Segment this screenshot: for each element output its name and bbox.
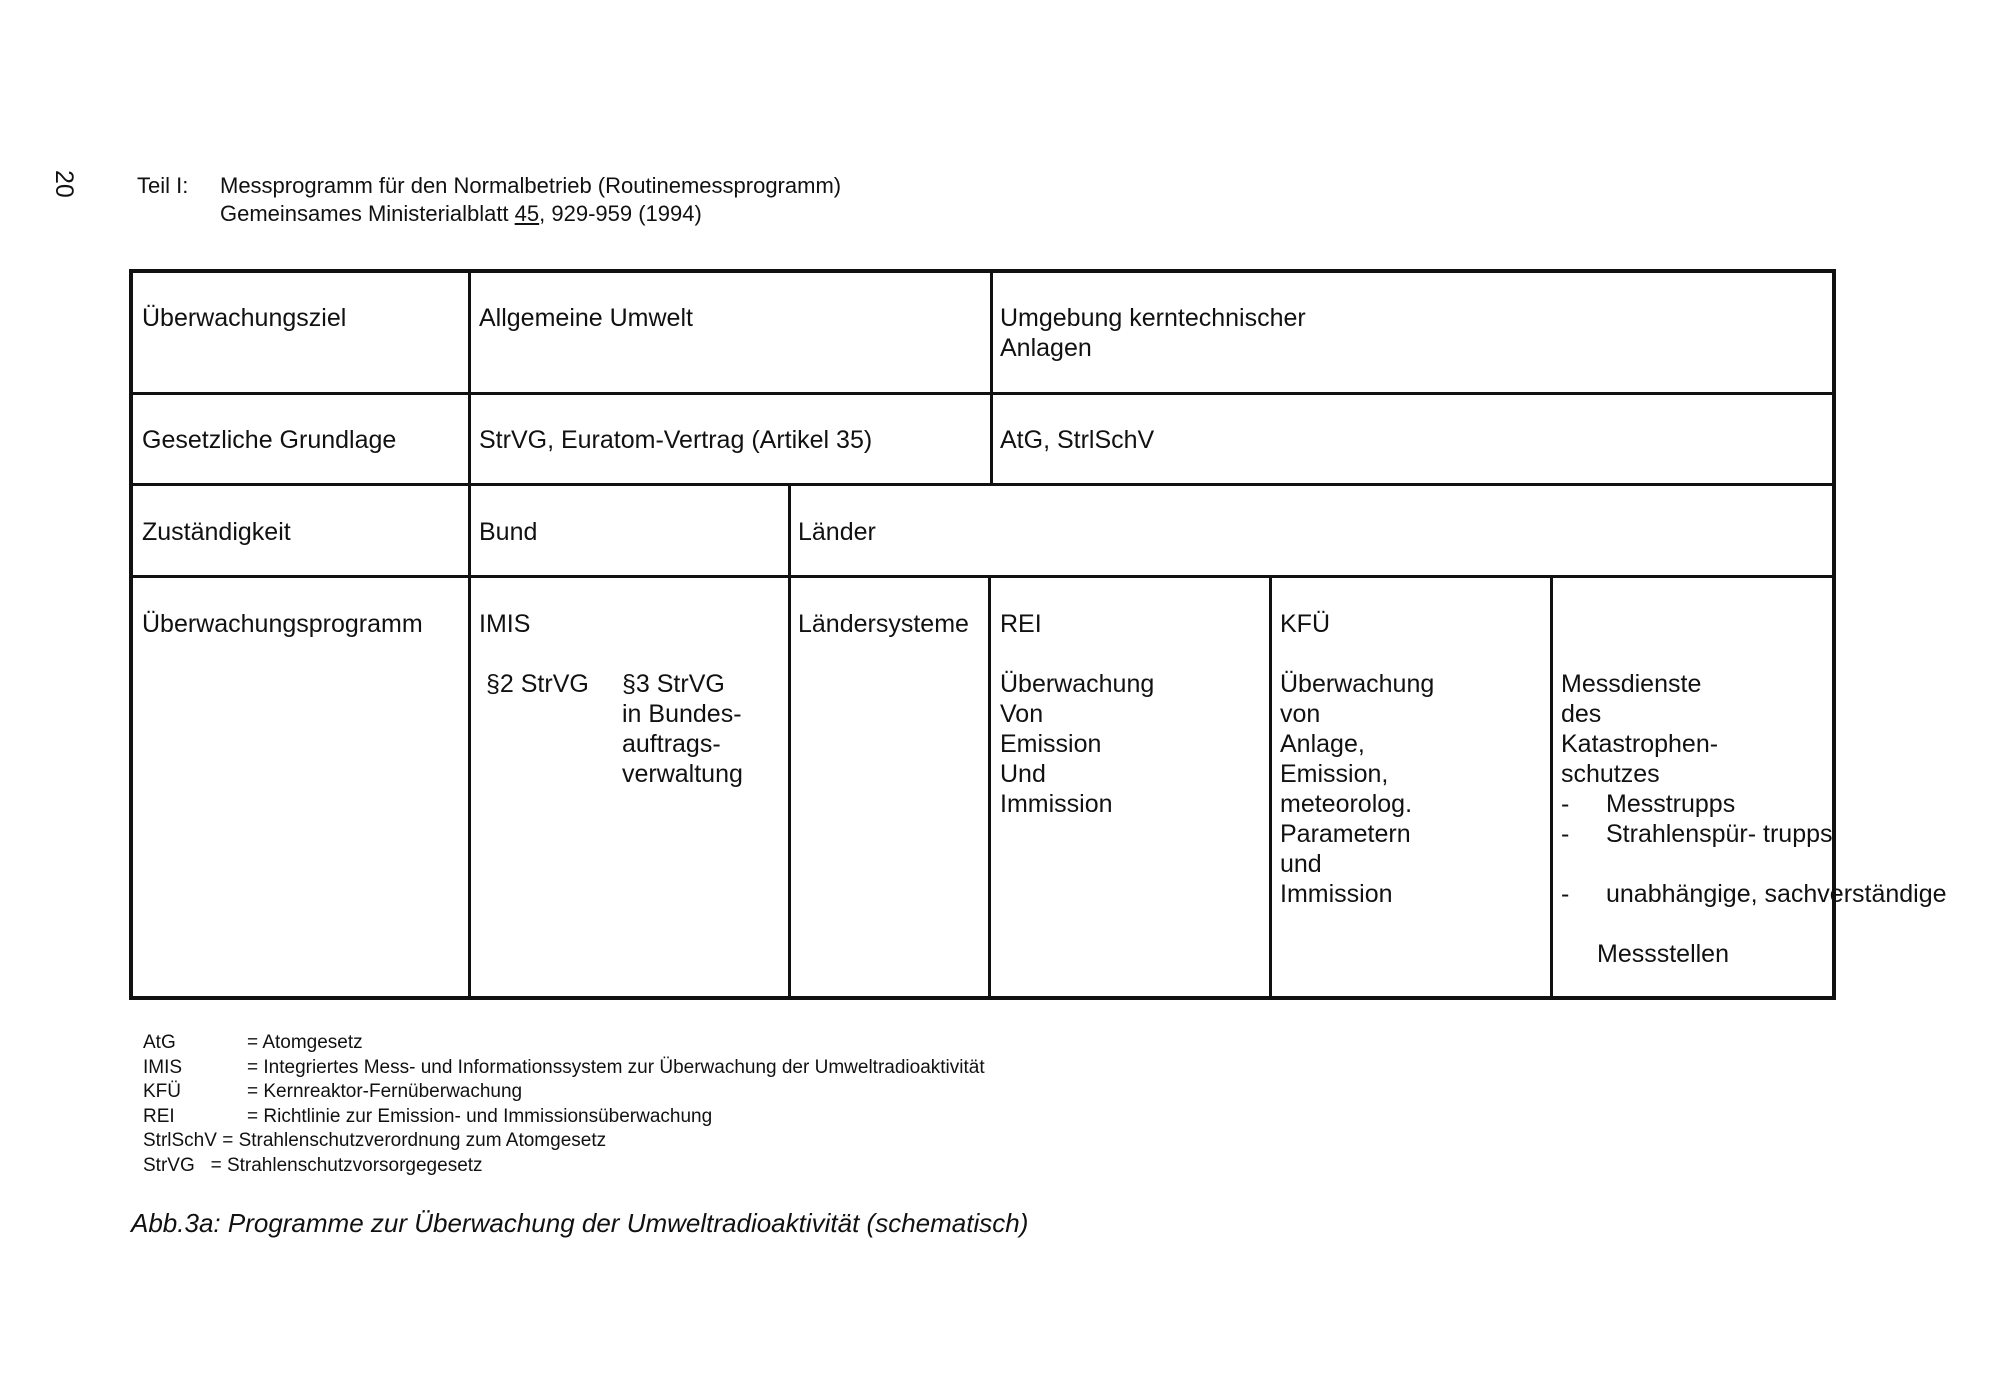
cell-rei-description: Überwachung Von Emission Und Immission — [1000, 670, 1155, 818]
legend — [143, 1031, 985, 1178]
row-label-monitoring-goal: Überwachungsziel — [142, 304, 347, 332]
cell-imis: IMIS — [479, 610, 531, 638]
row-label-legal-basis: Gesetzliche Grundlage — [142, 426, 397, 454]
header-source-suffix: , 929-959 (1994) — [539, 201, 702, 226]
legend-item — [143, 1031, 985, 1056]
table-col-divider-4 — [1269, 576, 1272, 998]
figure-caption: Abb.3a: Programme zur Überwachung der Umweltradioaktivität (schematisch) — [131, 1208, 1029, 1238]
legend-definition: = Richtlinie zur Emission- und Immissionsüberwachung — [247, 1105, 713, 1127]
table-divider-row3 — [131, 575, 1834, 578]
header-source-prefix: Gemeinsames Ministerialblatt — [220, 201, 515, 226]
part-label: Teil I: — [137, 173, 189, 198]
bullet-dash: - — [1561, 820, 1570, 848]
legend-item — [143, 1129, 985, 1154]
cell-bund: Bund — [479, 518, 538, 546]
table-divider-row2 — [131, 483, 1834, 486]
legend-item — [143, 1056, 985, 1081]
legend-abbr: StrlSchV — [143, 1130, 217, 1151]
legend-item — [143, 1105, 985, 1130]
bullet-text: Strahlenspür- trupps — [1606, 820, 1833, 848]
cell-legal-nuclear: AtG, StrlSchV — [1000, 426, 1155, 454]
cell-general-environment: Allgemeine Umwelt — [479, 304, 693, 332]
cell-legal-general: StrVG, Euratom-Vertrag (Artikel 35) — [479, 426, 873, 454]
legend-item — [143, 1080, 985, 1105]
bullet-text: unabhängige, sachverständige — [1606, 880, 1947, 908]
legend-definition: = Atomgesetz — [247, 1032, 363, 1053]
legend-definition: = Integriertes Mess- und Informationssystem zur Überwachung der Umweltradioaktivität — [247, 1056, 985, 1078]
table-col-divider-3 — [988, 576, 991, 998]
cell-imis-strvg-3: §3 StrVG in Bundes- auftrags- verwaltung — [622, 670, 743, 788]
row-label-responsibility: Zuständigkeit — [142, 518, 291, 546]
cell-kfue-description: Überwachung von Anlage, Emission, meteorolog. Parametern und Immission — [1280, 670, 1435, 908]
cell-messstellen: Messstellen — [1597, 940, 1729, 968]
cell-nuclear-surroundings: Umgebung kerntechnischer Anlagen — [1000, 304, 1306, 362]
header-source-volume: 45 — [514, 201, 540, 226]
cell-laendersysteme: Ländersysteme — [798, 610, 969, 638]
cell-kfue: KFÜ — [1280, 610, 1330, 638]
legend-item — [143, 1154, 985, 1179]
legend-definition: = Strahlenschutzvorsorgegesetz — [210, 1154, 483, 1176]
legend-abbr: StrVG — [143, 1154, 195, 1176]
legend-abbr: IMIS — [143, 1056, 183, 1078]
table-divider-row1 — [131, 392, 1834, 395]
table-col-divider-1 — [468, 271, 471, 998]
legend-abbr: REI — [143, 1105, 175, 1127]
cell-laender: Länder — [798, 518, 876, 546]
header-source — [220, 199, 702, 228]
table-col-divider-2 — [788, 484, 791, 998]
legend-definition: = Kernreaktor-Fernüberwachung — [247, 1081, 523, 1102]
row-label-monitoring-program: Überwachungsprogramm — [142, 610, 423, 638]
legend-abbr: KFÜ — [143, 1081, 181, 1102]
cell-imis-strvg-2: §2 StrVG — [486, 670, 589, 698]
bullet-text: Messtrupps — [1606, 790, 1736, 818]
bullet-dash: - — [1561, 790, 1570, 818]
cell-rei: REI — [1000, 610, 1042, 638]
header-title: Messprogramm für den Normalbetrieb (Routinemessprogramm) — [220, 173, 842, 198]
table-col-divider-5 — [1550, 576, 1553, 998]
cell-messdienste: Messdienste des Katastrophen- schutzes — [1561, 670, 1719, 788]
page-number: 20 — [50, 170, 78, 198]
legend-definition: = Strahlenschutzverordnung zum Atomgesetz — [222, 1130, 607, 1151]
table-col-divider-upper — [990, 271, 993, 485]
legend-abbr: AtG — [143, 1032, 176, 1053]
bullet-dash: - — [1561, 880, 1570, 908]
